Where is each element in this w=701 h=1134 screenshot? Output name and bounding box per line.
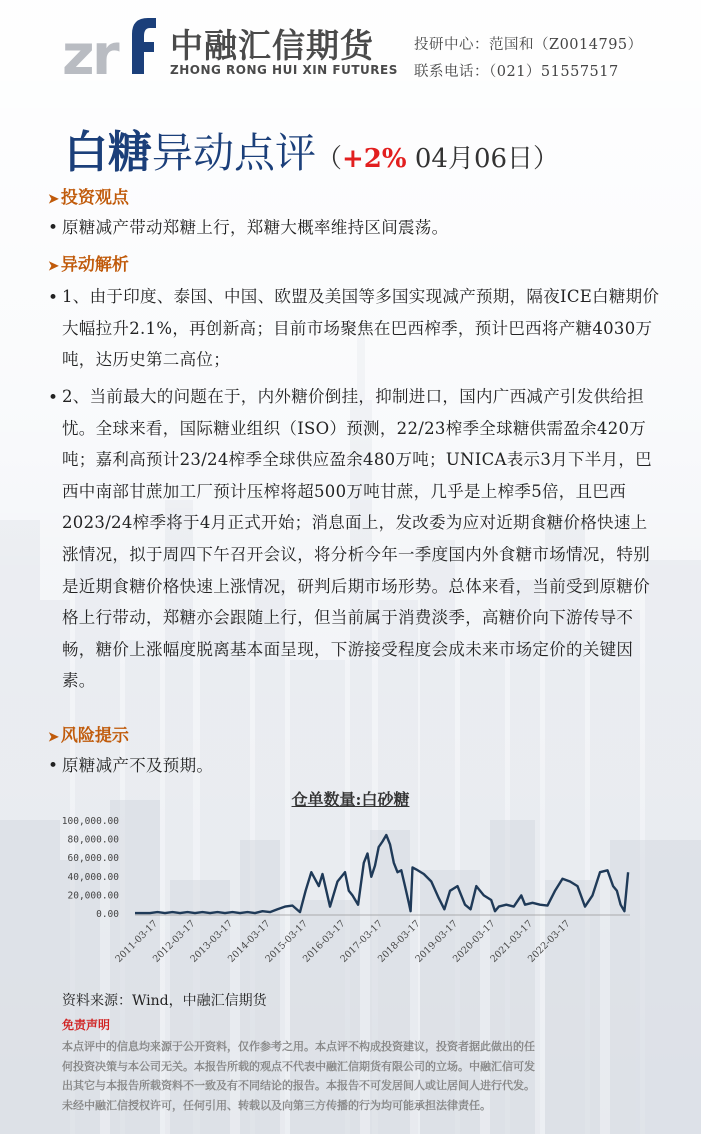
bullet-icon: • <box>48 388 59 408</box>
section-heading-risk <box>48 721 129 746</box>
risk-paragraph: 原糖减产不及预期。 <box>62 756 214 775</box>
bullet-icon: • <box>48 288 59 308</box>
svg-text:r: r <box>92 23 120 82</box>
section-heading-view <box>48 183 129 208</box>
logo-english-name: ZHONG RONG HUI XIN FUTURES <box>170 63 398 77</box>
x-tick-label: 2019-03-17 <box>413 918 460 965</box>
title-commodity: 白糖 <box>64 127 152 178</box>
phone-contact: 联系电话：（021）51557517 <box>414 64 619 80</box>
disclaimer-title: 免责声明 <box>62 1018 111 1032</box>
page-title <box>64 116 559 180</box>
title-subject: 异动点评 <box>152 129 316 177</box>
x-tick-label: 2012-03-17 <box>150 918 198 965</box>
disclaimer-line: 本点评中的信息均来源于公开资料，仅作参考之用。本点评不构成投资建议，投资者据此做出的任 <box>62 1040 535 1053</box>
bullet-icon: • <box>48 756 59 776</box>
x-tick-label: 2022-03-17 <box>525 918 573 965</box>
logo-chinese-name: 中融汇信期货 <box>170 26 374 65</box>
y-tick-label: 40,000.00 <box>67 871 119 883</box>
section-heading-text: 投资观点 <box>60 188 129 208</box>
arrow-icon: ➤ <box>48 730 59 745</box>
y-tick-label: 60,000.00 <box>67 853 119 865</box>
title-date: 04月06日） <box>406 144 560 174</box>
y-tick-label: 100,000.00 <box>61 816 119 827</box>
arrow-icon: ➤ <box>48 259 59 274</box>
x-tick-label: 2016-03-17 <box>300 918 348 965</box>
data-source: 资料来源：Wind，中融汇信期货 <box>62 993 267 1009</box>
disclaimer-line: 未经中融汇信授权许可，任何引用、转载以及向第三方传播的行为均可能承担法律责任。 <box>62 1098 491 1112</box>
x-tick-label: 2021-03-17 <box>488 918 535 965</box>
chart-title-text: 仓单数量:白砂糖 <box>291 790 410 809</box>
x-tick-label: 2020-03-17 <box>450 918 498 965</box>
bullet-icon: • <box>48 218 59 238</box>
company-logo-icon <box>62 12 158 82</box>
section-heading-text: 风险提示 <box>60 726 129 746</box>
analysis-paragraph-2: 2、当前最大的问题在于，内外糖价倒挂，抑制进口，国内广西减产引发供给担忧。全球来看，国际糖业组织（ISO）预测，22/23榨季全球糖供需盈余420万吨；嘉利高预计23/24榨季全球供应盈余480万吨；UNICA表示3月下半月，巴西中南部甘蔗加工厂预计压榨将超500万吨甘蔗，几乎是上榨季5倍，且巴西2023/24榨季将于4月正式开始；消息面上，发改委为应对近期食糖价格快速上涨情况，拟于周四下午召开会议，将分析今年一季度国内外食糖市场情况，特别是近期食糖价格快速上涨情况，研判后期市场形势。总体来看，当前受到原糖价格上行带动，郑糖亦会跟随上行，但当前属于消费淡季，高糖价向下游传导不畅，糖价上涨幅度脱离基本面呈现，下游接受程度会成未来市场定价的关键因素。 <box>62 387 652 691</box>
title-paren-open: （ <box>316 144 343 174</box>
section-heading-text: 异动解析 <box>60 255 129 275</box>
x-tick-label: 2015-03-17 <box>263 918 310 965</box>
title-change-percent: +2% <box>342 144 407 174</box>
y-tick-label: 80,000.00 <box>67 834 119 846</box>
arrow-icon: ➤ <box>48 192 59 207</box>
x-tick-label: 2011-03-17 <box>113 918 160 965</box>
x-tick-label: 2017-03-17 <box>338 918 385 965</box>
analysis-paragraph-1: 1、由于印度、泰国、中国、欧盟及美国等多国实现减产预期，隔夜ICE白糖期价大幅拉升2.1%，再创新高；目前市场聚焦在巴西榨季，预计巴西将产糖4030万吨，达历史第二高位； <box>62 287 660 370</box>
disclaimer-text <box>62 1037 652 1115</box>
disclaimer-line: 出其它与本报告所载资料不一致及有不同结论的报告。本报告不可发居间人或让居间人进行代发。 <box>62 1079 535 1092</box>
view-paragraph: 原糖减产带动郑糖上行，郑糖大概率维持区间震荡。 <box>62 218 449 237</box>
section-heading-analysis <box>48 250 129 275</box>
disclaimer-line: 何投资决策与本公司无关。本报告所载的观点不代表中融汇信期货有限公司的立场。中融汇信可发 <box>62 1059 535 1073</box>
analyst-contact: 投研中心：范国和（Z0014795） <box>414 37 643 53</box>
y-tick-label: 20,000.00 <box>67 890 119 902</box>
x-tick-label: 2013-03-17 <box>188 918 235 965</box>
x-tick-label: 2018-03-17 <box>375 918 423 965</box>
warehouse-receipts-line-chart <box>60 806 660 981</box>
y-tick-label: 0.00 <box>96 909 119 920</box>
svg-text:z: z <box>62 23 95 82</box>
series-line <box>135 835 628 913</box>
x-tick-label: 2014-03-17 <box>225 918 273 965</box>
